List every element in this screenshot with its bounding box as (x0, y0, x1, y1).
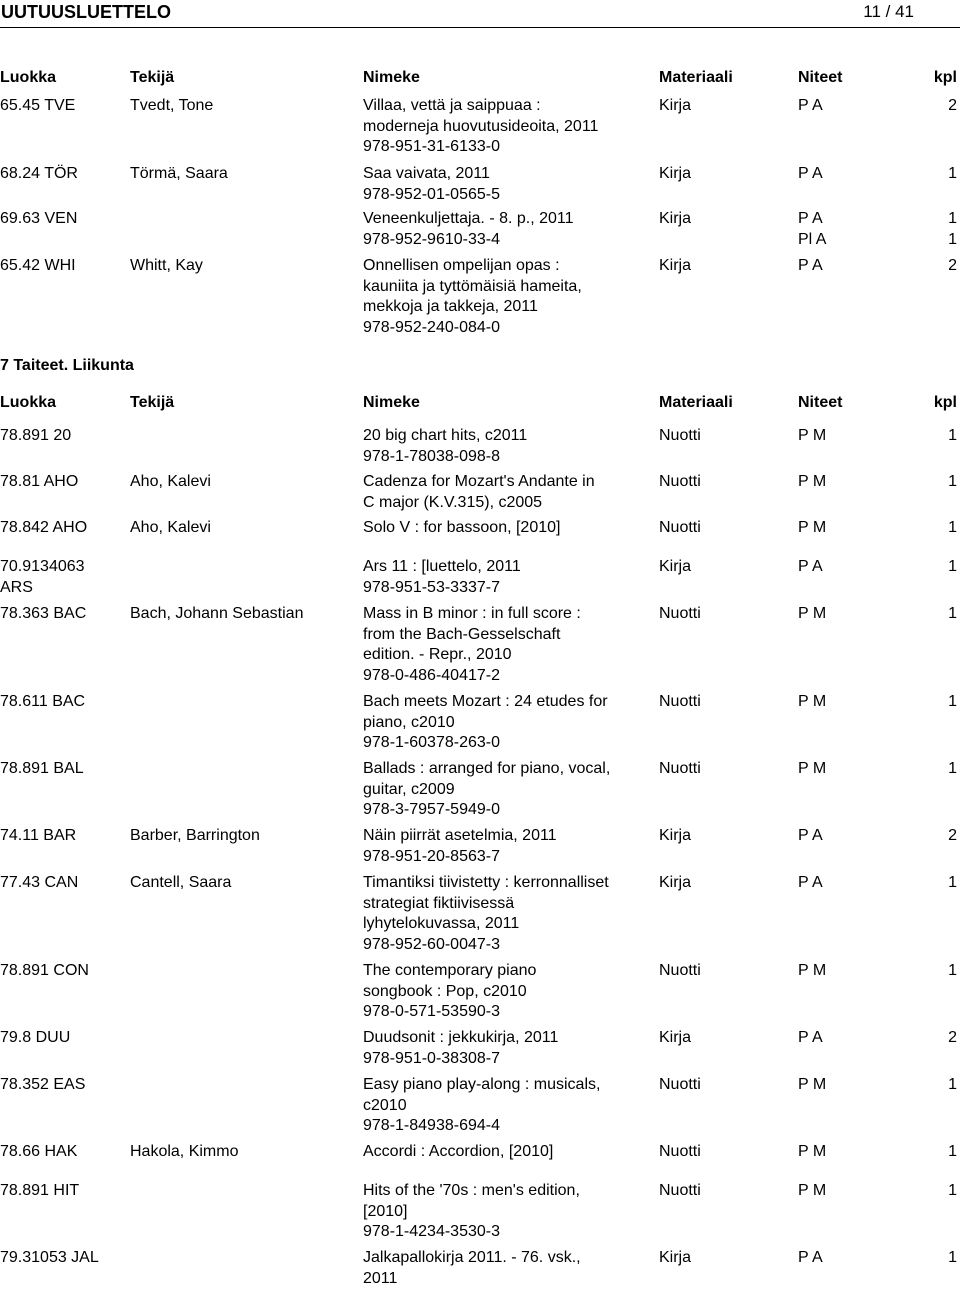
copies-location (798, 692, 908, 713)
classification-line: 74.11 BAR (0, 827, 77, 844)
title-line: 978-952-9610-33-4 (363, 230, 500, 248)
copy-count (917, 692, 957, 713)
classification-line: 68.24 TÖR (0, 165, 78, 182)
column-header-materiaali: Materiaali (659, 394, 733, 411)
title-line: 978-1-78038-098-8 (363, 447, 500, 465)
copy-count (917, 961, 957, 982)
classification-line: 78.891 HIT (0, 1182, 80, 1199)
count-line: 2 (948, 257, 957, 274)
title-line: 978-1-60378-263-0 (363, 734, 500, 752)
title-line: 978-3-7957-5949-0 (363, 801, 500, 819)
title-line: 978-952-01-0565-5 (363, 185, 500, 203)
title-line: Cadenza for Mozart's Andante in (363, 473, 595, 490)
location-line: P M (798, 1182, 827, 1199)
column-header-nimeke: Nimeke (363, 394, 420, 411)
classification-line: 78.363 BAC (0, 605, 87, 622)
column-header-luokka: Luokka (0, 394, 57, 411)
title-line: Bach meets Mozart : 24 etudes for (363, 693, 608, 710)
title-line: [2010] (363, 1202, 408, 1220)
title-block (363, 961, 628, 1023)
title-line: 978-951-53-3337-7 (363, 578, 500, 596)
count-line: 1 (948, 210, 957, 227)
count-line: 1 (948, 473, 957, 490)
copies-location (798, 1248, 908, 1269)
title-block (363, 759, 628, 821)
title-block (363, 873, 628, 956)
title-block (363, 209, 628, 250)
material-type: Nuotti (659, 427, 701, 444)
count-line: 1 (948, 760, 957, 777)
classification-line: 78.611 BAC (0, 693, 86, 710)
section-title: 7 Taiteet. Liikunta (0, 357, 134, 374)
column-header-kpl: kpl (933, 69, 957, 86)
title-line: piano, c2010 (363, 713, 455, 731)
location-line: P M (798, 1076, 827, 1093)
copies-location (798, 96, 908, 117)
title-line: lyhytelokuvassa, 2011 (363, 915, 520, 933)
column-header-row (0, 68, 960, 88)
copies-location (798, 759, 908, 780)
material-type: Kirja (659, 210, 692, 227)
classification-line: 69.63 VEN (0, 210, 78, 227)
title-line: The contemporary piano (363, 962, 537, 979)
author: Hakola, Kimmo (130, 1143, 239, 1160)
title-line: 978-951-20-8563-7 (363, 847, 500, 865)
author: Cantell, Saara (130, 874, 232, 891)
copy-count (917, 518, 957, 539)
material-type: Nuotti (659, 1182, 701, 1199)
classification-code (0, 1028, 128, 1049)
location-line: P A (798, 210, 823, 227)
title-block (363, 1248, 628, 1289)
material-type: Kirja (659, 874, 692, 891)
title-line: 2011 (363, 1269, 398, 1287)
title-line: 978-1-84938-694-4 (363, 1117, 500, 1135)
title-block (363, 256, 628, 339)
copy-count (917, 1028, 957, 1049)
title-block (363, 557, 628, 598)
title-line: 978-1-4234-3530-3 (363, 1223, 500, 1241)
location-line: P A (798, 97, 823, 114)
count-line: 1 (948, 605, 957, 622)
title-line: guitar, c2009 (363, 780, 455, 798)
count-line: 1 (948, 230, 957, 248)
copies-location (798, 1142, 908, 1163)
title-line: 978-951-0-38308-7 (363, 1049, 500, 1067)
copies-location (798, 472, 908, 493)
classification-code (0, 164, 128, 185)
location-line: P M (798, 473, 827, 490)
material-type: Kirja (659, 827, 692, 844)
title-line: Hits of the '70s : men's edition, (363, 1182, 580, 1199)
copy-count (917, 826, 957, 847)
material-type: Nuotti (659, 962, 701, 979)
title-block (363, 1075, 628, 1137)
title-line: Ballads : arranged for piano, vocal, (363, 760, 611, 777)
title-line: c2010 (363, 1096, 407, 1114)
author: Barber, Barrington (130, 827, 260, 844)
count-line: 2 (948, 827, 957, 844)
location-line: P A (798, 165, 823, 182)
copies-location (798, 1075, 908, 1096)
author: Bach, Johann Sebastian (130, 605, 304, 622)
title-line: mekkoja ja takkeja, 2011 (363, 298, 538, 316)
column-header-kpl: kpl (933, 394, 957, 411)
title-line: Veneenkuljettaja. - 8. p., 2011 (363, 210, 574, 227)
copy-count (917, 604, 957, 625)
material-type: Nuotti (659, 760, 701, 777)
classification-code (0, 1142, 128, 1163)
classification-line: 77.43 CAN (0, 874, 79, 891)
classification-code (0, 759, 128, 780)
copies-location (798, 604, 908, 625)
title-line: songbook : Pop, c2010 (363, 982, 527, 1000)
classification-code (0, 961, 128, 982)
classification-code (0, 604, 128, 625)
copy-count (917, 96, 957, 117)
material-type: Nuotti (659, 605, 701, 622)
title-line: C major (K.V.315), c2005 (363, 493, 543, 511)
title-block (363, 472, 628, 513)
location-line: P M (798, 760, 827, 777)
title-line: Solo V : for bassoon, [2010] (363, 519, 561, 536)
classification-line: 78.352 EAS (0, 1076, 86, 1093)
location-line: P M (798, 605, 827, 622)
classification-line: 78.891 20 (0, 427, 72, 444)
author: Törmä, Saara (130, 165, 228, 182)
page-number: 11 / 41 (863, 2, 914, 21)
title-line: Ars 11 : [luettelo, 2011 (363, 558, 521, 575)
title-line: 978-952-60-0047-3 (363, 936, 500, 954)
material-type: Nuotti (659, 693, 701, 710)
classification-code (0, 518, 128, 539)
count-line: 2 (948, 1029, 957, 1046)
copy-count (917, 1142, 957, 1163)
location-line: P M (798, 962, 827, 979)
classification-line: 78.891 BAL (0, 760, 84, 777)
column-header-nimeke: Nimeke (363, 69, 420, 86)
title-block (363, 692, 628, 754)
material-type: Nuotti (659, 1076, 701, 1093)
classification-line: 78.81 AHO (0, 473, 79, 490)
material-type: Nuotti (659, 519, 701, 536)
title-block (363, 96, 628, 158)
classification-line: ARS (0, 578, 33, 596)
title-line: Saa vaivata, 2011 (363, 165, 490, 182)
location-line: P A (798, 558, 823, 575)
count-line: 1 (948, 519, 957, 536)
column-header-materiaali: Materiaali (659, 69, 733, 86)
classification-code (0, 96, 128, 117)
title-line: Jalkapallokirja 2011. - 76. vsk., (363, 1249, 581, 1266)
classification-code (0, 1248, 128, 1269)
page-header (0, 0, 960, 30)
title-line: Easy piano play-along : musicals, (363, 1076, 601, 1093)
material-type: Kirja (659, 97, 692, 114)
title-line: Mass in B minor : in full score : (363, 605, 581, 622)
copies-location (798, 518, 908, 539)
copy-count (917, 759, 957, 780)
classification-line: 65.42 WHI (0, 257, 76, 274)
copy-count (917, 256, 957, 277)
title-line: Timantiksi tiivistetty : kerronnalliset (363, 874, 609, 891)
title-line: 20 big chart hits, c2011 (363, 427, 528, 444)
copies-location (798, 826, 908, 847)
copies-location (798, 1028, 908, 1049)
copy-count (917, 557, 957, 578)
column-header-niteet: Niteet (798, 394, 843, 411)
location-line: Pl A (798, 230, 827, 248)
count-line: 1 (948, 427, 957, 444)
title-block (363, 164, 628, 205)
classification-code (0, 826, 128, 847)
copies-location (798, 873, 908, 894)
header-rule (0, 27, 960, 28)
title-block (363, 1181, 628, 1243)
count-line: 1 (948, 962, 957, 979)
material-type: Kirja (659, 558, 692, 575)
copies-location (798, 961, 908, 982)
location-line: P M (798, 427, 827, 444)
column-header-tekija: Tekijä (130, 69, 175, 86)
count-line: 1 (948, 1182, 957, 1199)
location-line: P A (798, 257, 823, 274)
location-line: P A (798, 1249, 823, 1266)
title-line: edition. - Repr., 2010 (363, 646, 512, 664)
title-block (363, 1028, 628, 1069)
title-line: from the Bach-Gesselschaft (363, 625, 561, 643)
title-line: 978-0-486-40417-2 (363, 667, 500, 685)
location-line: P A (798, 874, 823, 891)
location-line: P A (798, 1029, 823, 1046)
location-line: P A (798, 827, 823, 844)
classification-code (0, 1075, 128, 1096)
author: Aho, Kalevi (130, 519, 211, 536)
author: Tvedt, Tone (130, 97, 214, 114)
copy-count (917, 1181, 957, 1202)
classification-code (0, 1181, 128, 1202)
title-block (363, 826, 628, 867)
title-line: moderneja huovutusideoita, 2011 (363, 117, 599, 135)
classification-line: 70.9134063 (0, 558, 85, 575)
classification-line: 65.45 TVE (0, 97, 76, 114)
location-line: P M (798, 1143, 827, 1160)
copy-count (917, 1248, 957, 1269)
copies-location (798, 1181, 908, 1202)
count-line: 1 (948, 1076, 957, 1093)
material-type: Kirja (659, 1249, 692, 1266)
count-line: 1 (948, 558, 957, 575)
location-line: P M (798, 693, 827, 710)
location-line: P M (798, 519, 827, 536)
title-line: 978-951-31-6133-0 (363, 138, 500, 156)
column-header-tekija: Tekijä (130, 394, 175, 411)
count-line: 1 (948, 1249, 957, 1266)
title-line: Näin piirrät asetelmia, 2011 (363, 827, 557, 844)
classification-code (0, 256, 128, 277)
classification-code (0, 873, 128, 894)
classification-line: 78.842 AHO (0, 519, 88, 536)
material-type: Kirja (659, 165, 692, 182)
author: Whitt, Kay (130, 257, 203, 274)
column-header-niteet: Niteet (798, 69, 843, 86)
title-line: Onnellisen ompelijan opas : (363, 257, 560, 274)
title-line: Duudsonit : jekkukirja, 2011 (363, 1029, 559, 1046)
classification-line: 78.891 CON (0, 962, 89, 979)
column-header-row-2 (0, 393, 960, 413)
title-block (363, 426, 628, 467)
material-type: Kirja (659, 1029, 692, 1046)
material-type: Kirja (659, 257, 692, 274)
classification-line: 79.31053 JAL (0, 1249, 99, 1266)
count-line: 1 (948, 693, 957, 710)
count-line: 2 (948, 97, 957, 114)
title-block (363, 518, 628, 539)
copy-count (917, 472, 957, 493)
classification-line: 78.66 HAK (0, 1143, 78, 1160)
copy-count (917, 873, 957, 894)
copies-location (798, 557, 908, 578)
classification-code (0, 209, 128, 230)
title-line: Villaa, vettä ja saippuaa : (363, 97, 541, 114)
count-line: 1 (948, 165, 957, 182)
document-title: UUTUUSLUETTELO (1, 2, 171, 22)
material-type: Nuotti (659, 473, 701, 490)
title-block (363, 604, 628, 687)
classification-code (0, 426, 128, 447)
count-line: 1 (948, 1143, 957, 1160)
count-line: 1 (948, 874, 957, 891)
title-block (363, 1142, 628, 1163)
classification-code (0, 692, 128, 713)
title-line: kauniita ja tyttömäisiä hameita, (363, 277, 582, 295)
copies-location (798, 164, 908, 185)
copies-location (798, 256, 908, 277)
copy-count (917, 426, 957, 447)
classification-line: 79.8 DUU (0, 1029, 71, 1046)
copy-count (917, 1075, 957, 1096)
column-header-luokka: Luokka (0, 69, 57, 86)
author: Aho, Kalevi (130, 473, 211, 490)
material-type: Nuotti (659, 1143, 701, 1160)
copy-count (917, 209, 957, 250)
classification-code (0, 472, 128, 493)
copy-count (917, 164, 957, 185)
title-line: 978-952-240-084-0 (363, 319, 500, 337)
copies-location (798, 426, 908, 447)
title-line: Accordi : Accordion, [2010] (363, 1143, 554, 1160)
classification-code (0, 557, 128, 598)
copies-location (798, 209, 908, 250)
title-line: strategiat fiktiivisessä (363, 894, 515, 912)
title-line: 978-0-571-53590-3 (363, 1003, 500, 1021)
